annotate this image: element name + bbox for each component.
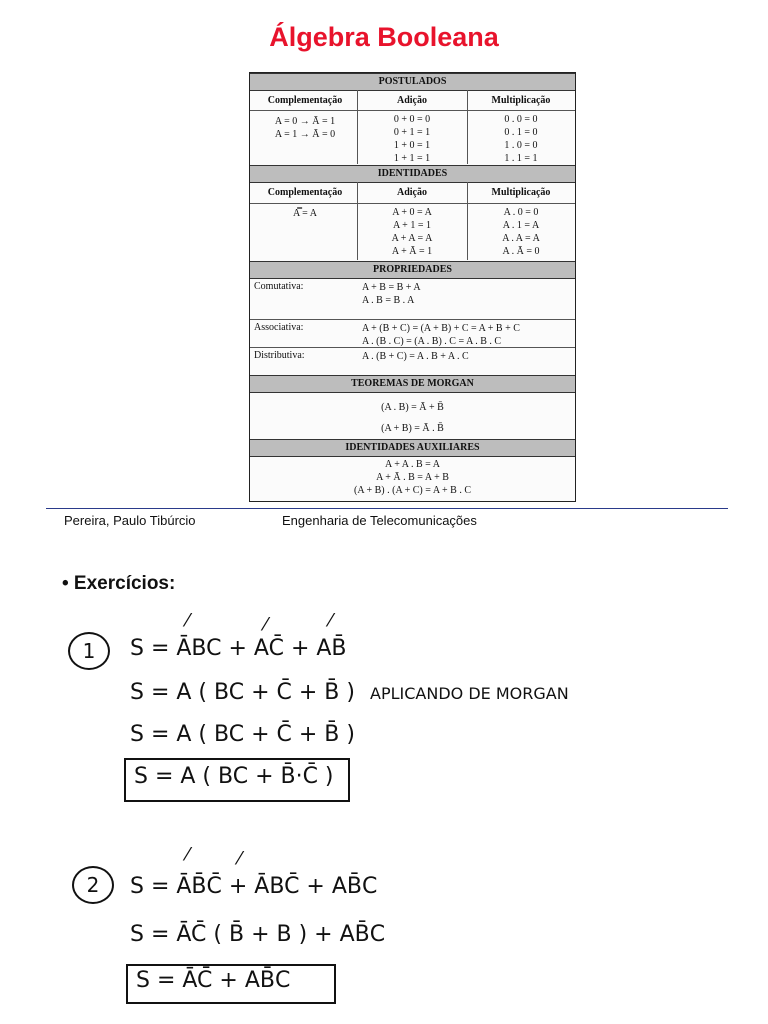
section-postulados: POSTULADOS (250, 73, 575, 91)
post-adic-list (358, 113, 466, 165)
aux-1: A + Ā . B = A + B (376, 472, 449, 483)
footer-course: Engenharia de Telecomunicações (282, 513, 477, 528)
post-mult-2: 1 . 0 = 0 (504, 140, 538, 151)
ex1-line-3: S = A ( BC + B̄·C̄ ) (134, 764, 334, 789)
comutativa-label: Comutativa: (254, 281, 304, 292)
section-propriedades: PROPRIEDADES (250, 261, 575, 279)
post-comp-0: A = 0 → Ā = 1 (274, 116, 336, 127)
ex2-tick-1: ⁄ (186, 844, 190, 865)
morgan-list (250, 397, 575, 439)
section-identidades: IDENTIDADES (250, 165, 575, 183)
ex1-number: 1 (68, 632, 110, 670)
associativa-label: Associativa: (254, 322, 304, 333)
ident-comp-0: A̿ = A (293, 208, 317, 219)
ident-adic-3: A + Ā = 1 (391, 246, 433, 257)
associativa-1: A . (B . C) = (A . B) . C = A . B . C (362, 336, 502, 347)
morgan-0: (A . B) = Ā + B̄ (381, 402, 444, 413)
aux-list (250, 458, 575, 497)
morgan-1: (A + B) = Ā . B̄ (381, 423, 444, 434)
comutativa-list (362, 281, 421, 307)
post-mult-3: 1 . 1 = 1 (504, 153, 538, 164)
ex1-line-2: S = A ( BC + C̄ + B̄ ) (130, 722, 355, 747)
exercise-2 (64, 840, 724, 1020)
aux-2: (A + B) . (A + C) = A + B . C (353, 485, 472, 496)
associativa-0: A + (B + C) = (A + B) + C = A + B + C (362, 323, 520, 334)
ex2-number: 2 (72, 866, 114, 904)
footer-author: Pereira, Paulo Tibúrcio (64, 513, 196, 528)
col-complementacao: Complementação (267, 95, 343, 106)
ex1-tick-2: ⁄ (264, 614, 268, 635)
post-adic-0: 0 + 0 = 0 (393, 114, 431, 125)
post-mult-0: 0 . 0 = 0 (504, 114, 538, 125)
col-multiplicacao: Multiplicação (491, 95, 551, 106)
ident-mult-3: A . Ā = 0 (502, 246, 540, 257)
col-adicao-2: Adição (397, 187, 427, 198)
distributiva-0: A . (B + C) = A . B + A . C (362, 351, 469, 362)
post-adic-3: 1 + 1 = 1 (393, 153, 431, 164)
footer-divider (46, 508, 728, 509)
associativa-list (362, 322, 520, 348)
comutativa-1: A . B = B . A (362, 295, 415, 306)
ex1-line-1: S = A ( BC + C̄ + B̄ ) (130, 680, 355, 705)
post-comp-list (254, 115, 356, 141)
comutativa-0: A + B = B + A (362, 282, 421, 293)
ex2-line-2: S = ĀC̄ + AB̄C (136, 968, 291, 993)
distributiva-label: Distributiva: (254, 350, 305, 361)
ident-mult-0: A . 0 = 0 (503, 207, 539, 218)
ex1-tick-1: ⁄ (186, 610, 190, 631)
exercise-1 (64, 610, 724, 830)
exercises-heading: • Exercícios: (62, 573, 176, 594)
ident-mult-1: A . 1 = A (502, 220, 540, 231)
aux-0: A + A . B = A (385, 459, 440, 470)
col-multiplicacao-2: Multiplicação (491, 187, 551, 198)
ex1-note: APLICANDO DE MORGAN (370, 684, 569, 703)
post-adic-2: 1 + 0 = 1 (393, 140, 431, 151)
ex1-line-0: S = ĀBC + AC̄ + AB̄ (130, 636, 347, 661)
section-auxiliares: IDENTIDADES AUXILIARES (250, 439, 575, 457)
page-title: Álgebra Booleana (269, 22, 499, 52)
ex2-line-1: S = ĀC̄ ( B̄ + B ) + AB̄C (130, 922, 386, 947)
post-mult-1: 0 . 1 = 0 (504, 127, 538, 138)
col-complementacao-2: Complementação (267, 187, 343, 198)
ident-adic-0: A + 0 = A (392, 207, 432, 218)
distributiva-list (362, 350, 469, 363)
ident-comp-list (254, 207, 356, 220)
post-mult-list (468, 113, 574, 165)
ident-mult-2: A . A = A (502, 233, 540, 244)
boolean-algebra-table (249, 72, 576, 502)
ident-mult-list (468, 206, 574, 258)
col-adicao: Adição (397, 95, 427, 106)
post-comp-1: A = 1 → Ā = 0 (274, 129, 336, 140)
ex2-line-0: S = ĀB̄C̄ + ĀBC̄ + AB̄C (130, 874, 378, 899)
ident-adic-1: A + 1 = 1 (393, 220, 431, 231)
ident-adic-list (358, 206, 466, 258)
ex2-tick-2: ⁄ (238, 848, 242, 869)
ident-adic-2: A + A = A (391, 233, 433, 244)
post-adic-1: 0 + 1 = 1 (393, 127, 431, 138)
ex1-tick-3: ⁄ (329, 610, 333, 631)
section-morgan: TEOREMAS DE MORGAN (250, 375, 575, 393)
